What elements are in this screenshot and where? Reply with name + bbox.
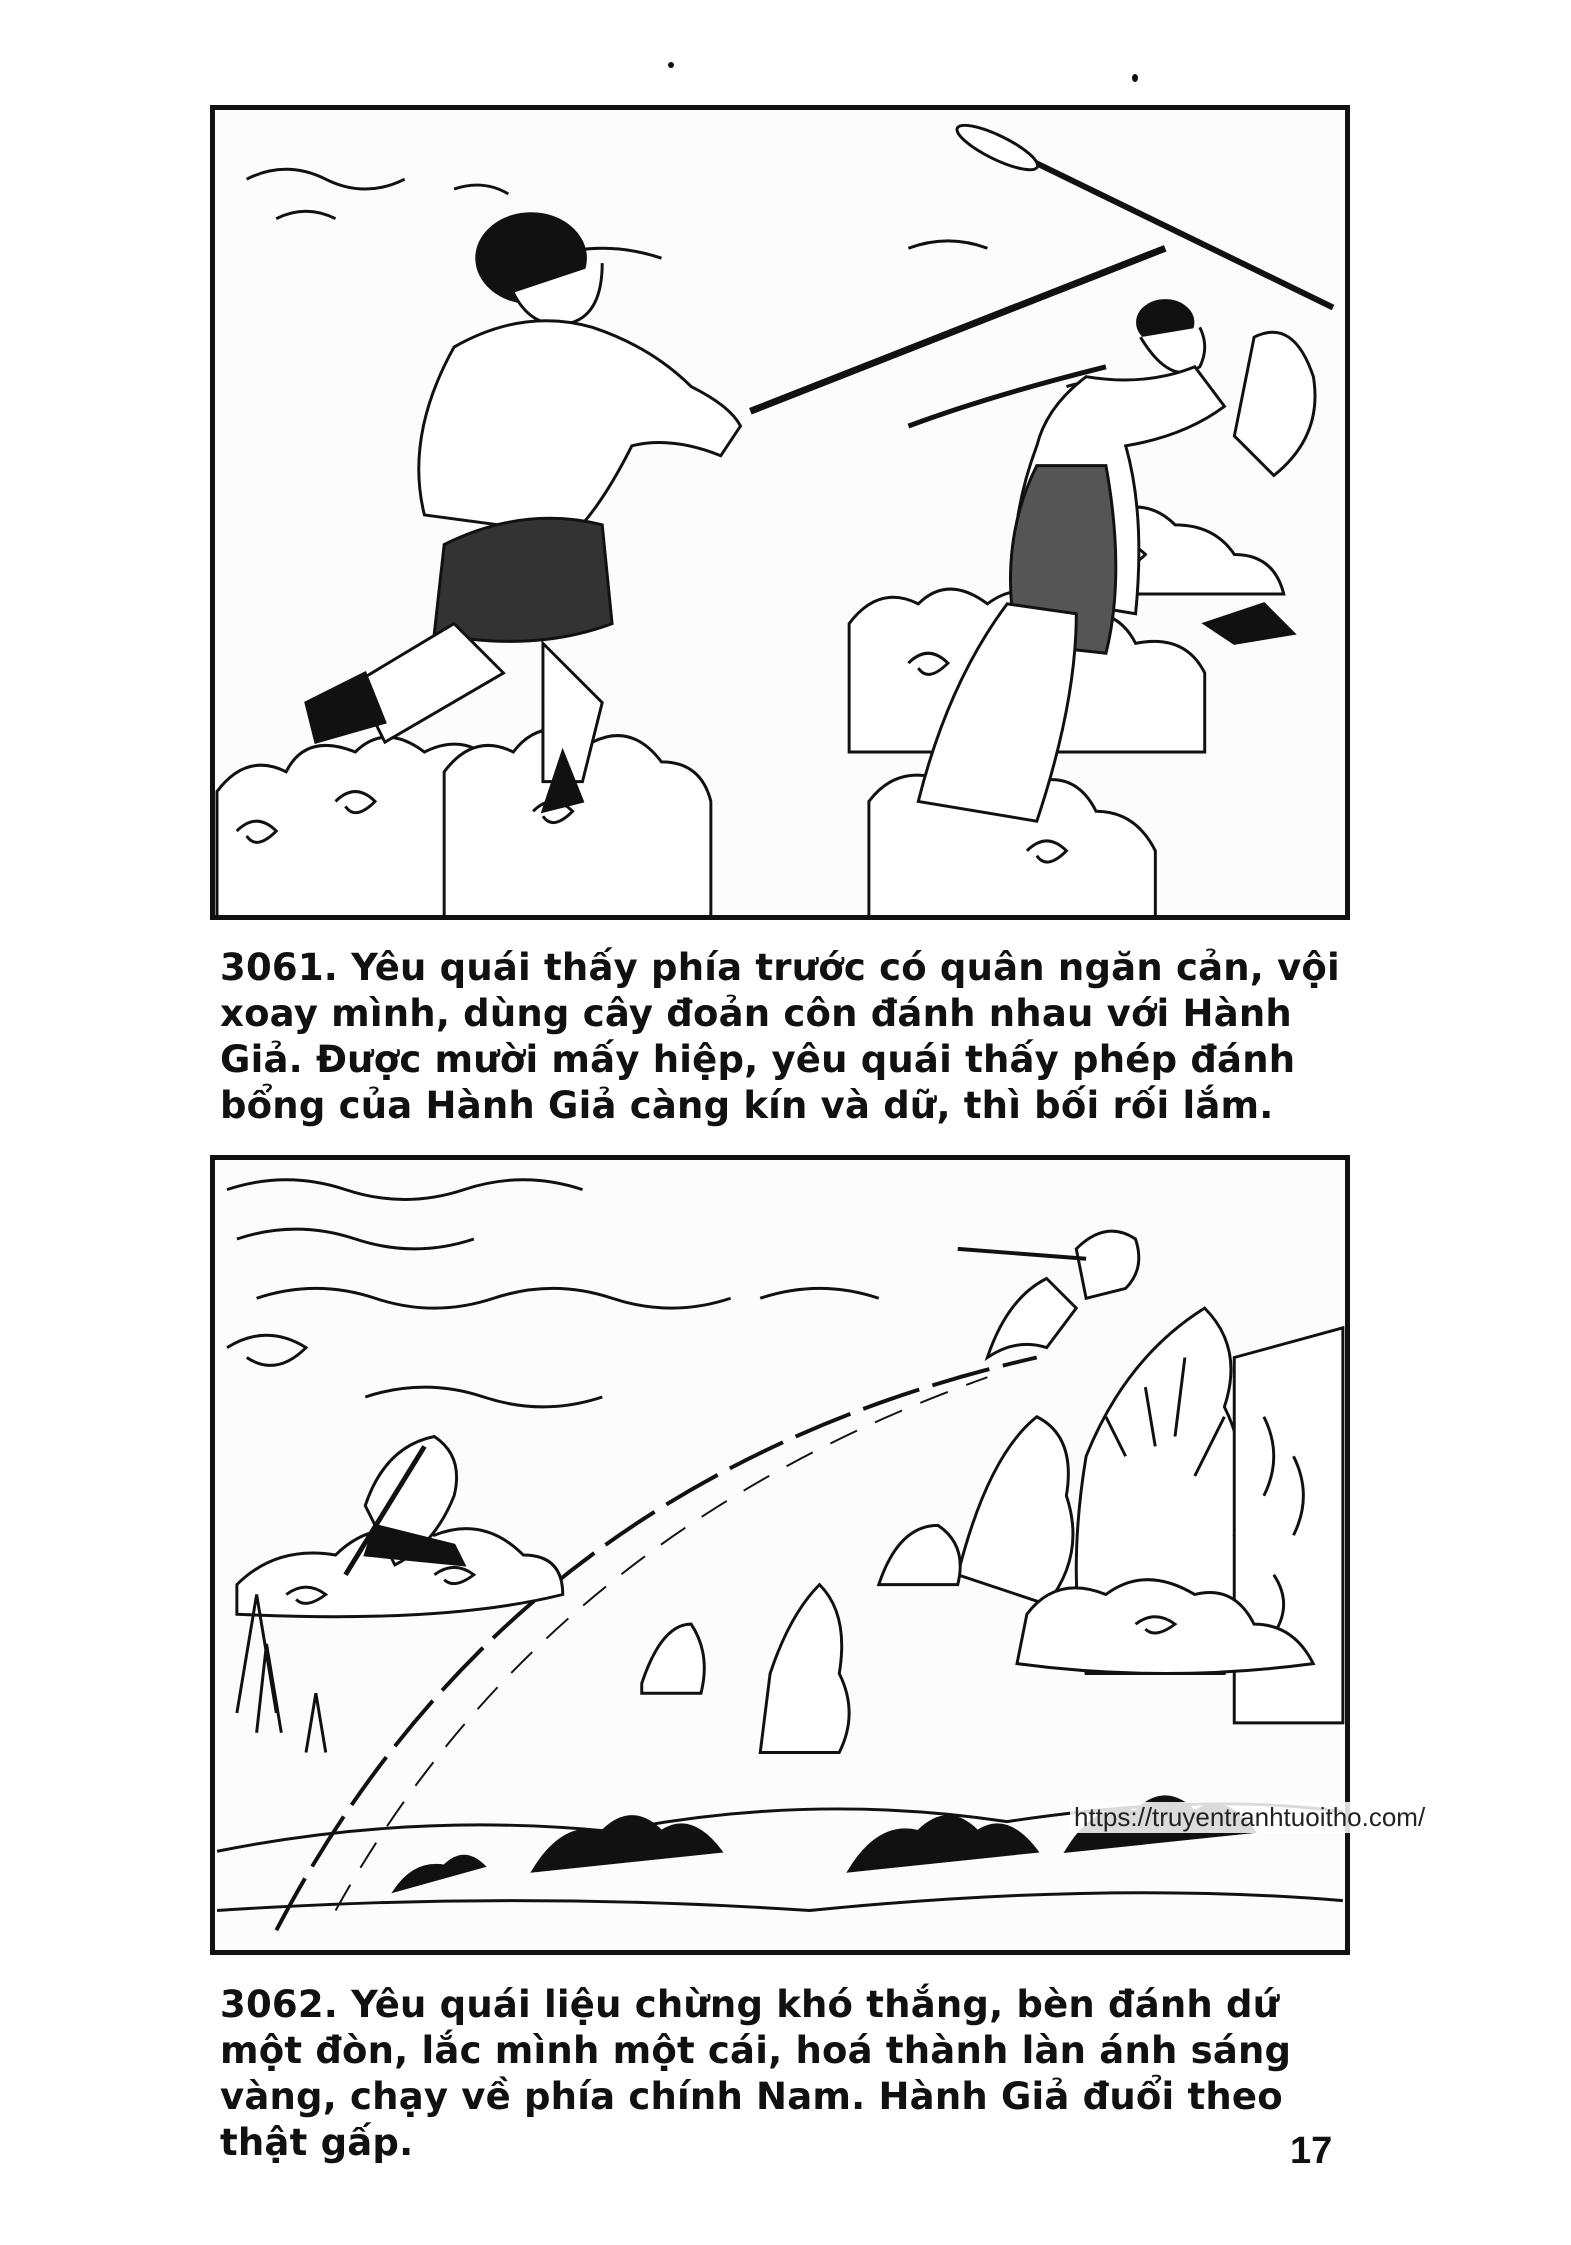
comic-panel-2 [210, 1155, 1350, 1955]
page-number: 17 [1290, 2130, 1333, 2172]
caption-text: Yêu quái liệu chừng khó thắng, bèn đánh dứ một đòn, lắc mình một cái, hoá thành làn ánh sáng vàng, chạy về phía chính Nam. Hành Giả đuổi theo thật gấp. [220, 1983, 1292, 2164]
comic-panel-1 [210, 105, 1350, 920]
fleeing-demon-figure [958, 1231, 1139, 1357]
print-speck [1132, 74, 1138, 82]
caption-text: Yêu quái thấy phía trước có quân ngăn cản, vội xoay mình, dùng cây đoản côn đánh nhau với Hành Giả. Được mười mấy hiệp, yêu quái thấy phép đánh bổng của Hành Giả càng kín và dữ, thì bối rối lắm. [220, 946, 1340, 1127]
warrior-figure [306, 214, 741, 812]
watermark-url: https://truyentranhtuoitho.com/ [1070, 1802, 1429, 1833]
caption-number: 3061. [220, 946, 339, 989]
caption-3062 [220, 1982, 1350, 2166]
print-speck [668, 62, 674, 68]
caption-3061 [220, 945, 1350, 1129]
panel-1-illustration [215, 110, 1345, 915]
caption-number: 3062. [220, 1983, 339, 2026]
monkey-king-on-cloud [237, 1437, 563, 1617]
